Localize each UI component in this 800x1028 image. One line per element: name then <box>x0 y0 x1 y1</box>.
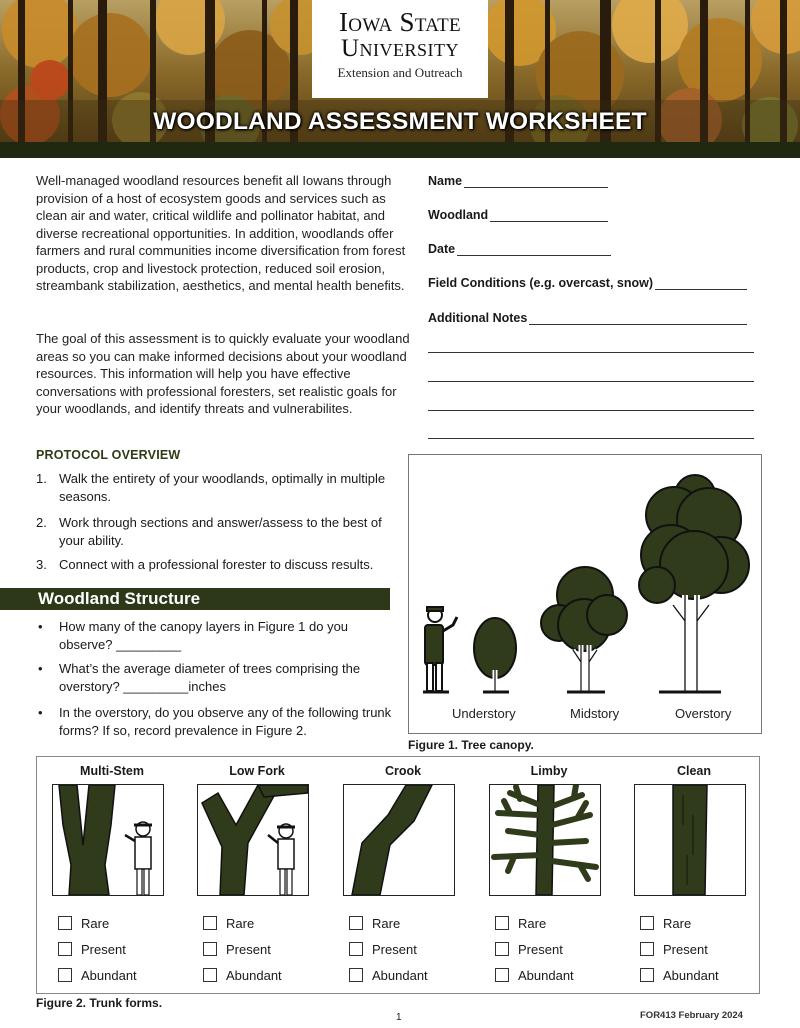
present-option[interactable] <box>489 936 609 962</box>
question-item <box>36 704 396 740</box>
notes-line[interactable] <box>428 438 754 439</box>
notes-label: Additional Notes <box>428 311 528 325</box>
step-number: 3. <box>36 557 47 572</box>
clean-image <box>634 784 746 896</box>
midstory-label: Midstory <box>570 706 620 721</box>
logo-line-1: Iowa State <box>339 7 461 37</box>
protocol-heading: PROTOCOL OVERVIEW <box>36 448 181 462</box>
notes-line[interactable] <box>428 410 754 411</box>
checkbox[interactable] <box>349 968 363 982</box>
page-number: 1 <box>396 1012 402 1023</box>
trunk-form-title: Limby <box>530 764 568 778</box>
document-code: FOR413 February 2024 <box>640 1010 743 1021</box>
trunk-form-title: Clean <box>676 764 712 778</box>
present-option[interactable] <box>52 936 172 962</box>
bullet: • <box>38 705 43 720</box>
name-field[interactable] <box>428 174 608 188</box>
figure-2-caption: Figure 2. Trunk forms. <box>36 996 163 1010</box>
trunk-form-multi-stem <box>52 762 172 988</box>
document-title: WOODLAND ASSESSMENT WORKSHEET <box>153 108 647 135</box>
abundant-option[interactable] <box>343 962 463 988</box>
checkbox[interactable] <box>495 968 509 982</box>
checkbox[interactable] <box>203 942 217 956</box>
intro-paragraph-2: The goal of this assessment is to quickly evaluate your woodland areas so you can make informed decisions about your woodland resources. This information will help you have effective conversations with professional foresters, set realistic goals for your woodlands, and identify threats and vulnerabilites. <box>36 331 410 416</box>
woodland-label: Woodland <box>428 208 489 222</box>
trunk-form-crook <box>343 762 463 988</box>
option-label: Present <box>372 941 417 957</box>
trunk-form-title: Crook <box>384 764 422 778</box>
header-dark-band <box>0 142 800 158</box>
woodland-line[interactable] <box>490 208 608 222</box>
step-text: Connect with a professional forester to discuss results. <box>59 557 374 572</box>
overstory-tree-icon <box>639 475 749 692</box>
intro-paragraph-1: Well-managed woodland resources benefit all Iowans through provision of a host of ecosystem goods and services such as clean air and water, critical wildlife and pollinator habitat, and diverse recreational opportunities. In addition, woodlands offer farmers and rural communities income diversification from forest products, crop and livestock protection, reduced soil erosion, streambank stabilization, aesthetics, and mental health benefits. <box>36 173 406 293</box>
understory-label: Understory <box>452 706 516 721</box>
abundant-option[interactable] <box>634 962 754 988</box>
present-option[interactable] <box>343 936 463 962</box>
logo-line-3: Extension and Outreach <box>337 65 463 80</box>
step-text: Work through sections and answer/assess to the best of your ability. <box>59 515 382 548</box>
checkbox[interactable] <box>640 968 654 982</box>
protocol-step <box>36 514 408 549</box>
checkbox[interactable] <box>203 916 217 930</box>
trunk-form-clean <box>634 762 754 988</box>
abundant-option[interactable] <box>197 962 317 988</box>
woodland-field[interactable] <box>428 208 608 222</box>
notes-line[interactable] <box>529 311 747 325</box>
rare-option[interactable] <box>634 910 754 936</box>
checkbox[interactable] <box>58 942 72 956</box>
conditions-line[interactable] <box>655 276 747 290</box>
question-text: What’s the average diameter of trees comprising the overstory? _________inches <box>59 661 361 694</box>
date-field[interactable] <box>428 242 611 256</box>
option-label: Rare <box>226 915 255 931</box>
bullet: • <box>38 619 43 634</box>
step-number: 1. <box>36 471 47 486</box>
checkbox[interactable] <box>203 968 217 982</box>
question-text: In the overstory, do you observe any of the following trunk forms? If so, record prevalence in Figure 2. <box>59 705 392 738</box>
date-label: Date <box>428 242 456 256</box>
trunk-form-title: Multi-Stem <box>80 764 144 778</box>
conditions-label: Field Conditions (e.g. overcast, snow) <box>428 276 654 290</box>
option-label: Abundant <box>81 967 137 983</box>
protocol-step <box>36 556 408 574</box>
name-label: Name <box>428 174 463 188</box>
question-item <box>36 660 396 696</box>
protocol-step <box>36 470 408 505</box>
crook-image <box>343 784 455 896</box>
understory-tree-icon <box>474 618 516 692</box>
option-label: Abundant <box>372 967 428 983</box>
notes-line[interactable] <box>428 381 754 382</box>
midstory-tree-icon <box>541 567 627 692</box>
checkbox[interactable] <box>349 942 363 956</box>
conditions-field[interactable] <box>428 276 747 290</box>
checkbox[interactable] <box>640 916 654 930</box>
trunk-form-low-fork <box>197 762 317 988</box>
checkbox[interactable] <box>495 916 509 930</box>
low-fork-image <box>197 784 309 896</box>
section-title: Woodland Structure <box>38 589 201 608</box>
option-label: Present <box>81 941 126 957</box>
multi-stem-image <box>52 784 164 896</box>
date-line[interactable] <box>457 242 611 256</box>
checkbox[interactable] <box>495 942 509 956</box>
option-label: Rare <box>81 915 110 931</box>
option-label: Abundant <box>663 967 719 983</box>
person-icon <box>423 607 457 692</box>
option-label: Abundant <box>518 967 574 983</box>
rare-option[interactable] <box>343 910 463 936</box>
limby-image <box>489 784 601 896</box>
present-option[interactable] <box>197 936 317 962</box>
option-label: Rare <box>518 915 547 931</box>
rare-option[interactable] <box>52 910 172 936</box>
option-label: Present <box>226 941 271 957</box>
checkbox[interactable] <box>640 942 654 956</box>
present-option[interactable] <box>634 936 754 962</box>
trunk-form-title: Low Fork <box>229 764 285 778</box>
option-label: Abundant <box>226 967 282 983</box>
figure-1-caption: Figure 1. Tree canopy. <box>408 738 534 752</box>
step-text: Walk the entirety of your woodlands, optimally in multiple seasons. <box>59 471 386 504</box>
overstory-label: Overstory <box>675 706 732 721</box>
tree-canopy-illustration <box>409 455 761 733</box>
trunk-form-limby <box>489 762 609 988</box>
checkbox[interactable] <box>349 916 363 930</box>
option-label: Present <box>663 941 708 957</box>
option-label: Rare <box>663 915 692 931</box>
name-line[interactable] <box>464 174 608 188</box>
checkbox[interactable] <box>58 968 72 982</box>
question-text: How many of the canopy layers in Figure 1 do you observe? _________ <box>59 619 349 652</box>
option-label: Rare <box>372 915 401 931</box>
header-banner <box>0 0 800 158</box>
step-number: 2. <box>36 515 47 530</box>
notes-line[interactable] <box>428 352 754 353</box>
university-logo <box>312 0 488 98</box>
notes-field[interactable] <box>428 311 747 325</box>
abundant-option[interactable] <box>489 962 609 988</box>
logo-line-2: University <box>340 35 460 62</box>
rare-option[interactable] <box>489 910 609 936</box>
bullet: • <box>38 661 43 676</box>
question-item <box>36 618 396 654</box>
abundant-option[interactable] <box>52 962 172 988</box>
rare-option[interactable] <box>197 910 317 936</box>
option-label: Present <box>518 941 563 957</box>
checkbox[interactable] <box>58 916 72 930</box>
